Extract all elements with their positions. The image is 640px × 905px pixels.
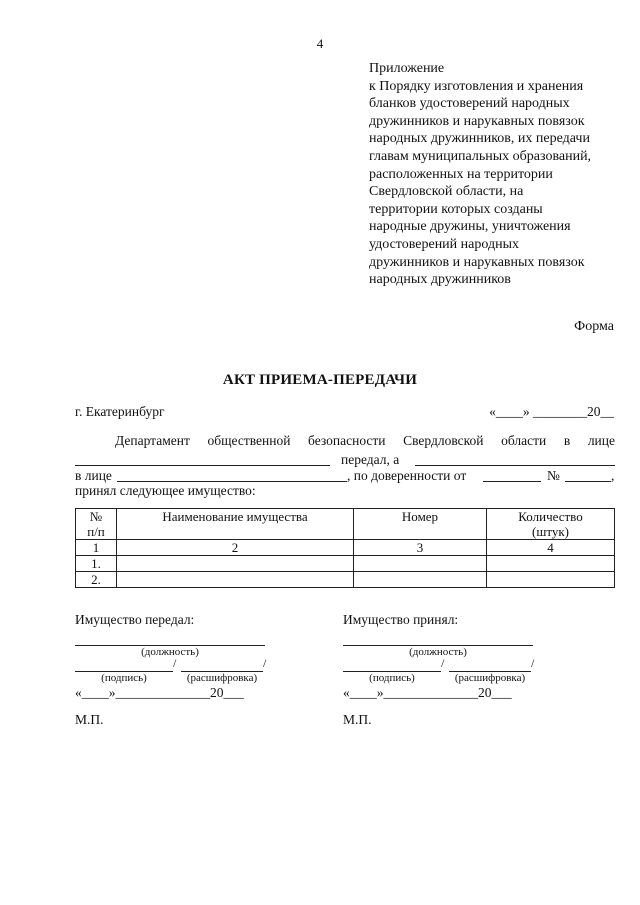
table-cell: 4 [487, 540, 615, 556]
row-num: 1. [76, 556, 117, 572]
row-number-cell[interactable] [354, 572, 487, 588]
table-cell: 1 [76, 540, 117, 556]
appendix-line: дружинников и нарукавных повязок [369, 113, 585, 129]
in-person-label: в лице [75, 468, 112, 483]
appendix-line: народных дружинников, их передачи [369, 131, 590, 147]
form-label: Форма [574, 319, 614, 334]
receiver-date-field[interactable]: «____»______________20___ [343, 685, 512, 700]
body-line-4: принял следующее имущество: [75, 483, 256, 498]
proxy-label: , по доверенности от [347, 468, 467, 483]
table-cell: 3 [354, 540, 487, 556]
appendix-line: народных дружинников [369, 272, 511, 288]
page-number: 4 [316, 36, 324, 51]
city-label: г. Екатеринбург [75, 404, 165, 419]
transferor-decoding-caption: (расшифровка) [186, 672, 258, 684]
transferor-date-field[interactable]: «____»______________20___ [75, 685, 244, 700]
appendix-line: к Порядку изготовления и хранения [369, 78, 584, 94]
receiver-position-caption: (должность) [409, 646, 467, 658]
row-name-cell[interactable] [117, 556, 354, 572]
document-title: АКТ ПРИЕМА-ПЕРЕДАЧИ [222, 372, 418, 388]
header-name: Наименование имущества [117, 509, 354, 540]
appendix-line: Приложение [369, 61, 445, 76]
receiver-org-field[interactable] [415, 453, 615, 466]
appendix-reference [369, 60, 631, 289]
proxy-number-field[interactable] [565, 469, 611, 482]
receiver-stamp: М.П. [343, 712, 372, 727]
transferor-stamp: М.П. [75, 712, 104, 727]
appendix-line: удостоверений народных [369, 236, 519, 252]
appendix-line: народные дружины, уничтожения [369, 219, 571, 235]
body-line-3: в лице , по доверенности от № , [75, 468, 615, 483]
appendix-line: дружинников и нарукавных повязок [369, 254, 585, 270]
transferor-name-field[interactable] [75, 453, 330, 466]
body-line-2-text: передал, а [341, 452, 400, 467]
header-number: Номер [354, 509, 487, 540]
appendix-line: расположенных на территории [369, 166, 553, 182]
header-quantity: Количество (штук) [487, 509, 615, 540]
appendix-line: главам муниципальных образований, [369, 148, 592, 164]
row-number-cell[interactable] [354, 556, 487, 572]
appendix-line: территории которых созданы [369, 201, 543, 217]
act-date-field[interactable]: «____» ________20__ [489, 404, 614, 419]
row-name-cell[interactable] [117, 572, 354, 588]
table-header-row [76, 509, 615, 540]
proxy-date-field[interactable] [483, 469, 541, 482]
table-index-row [76, 540, 615, 556]
appendix-line: бланков удостоверений народных [369, 96, 570, 112]
table-row [76, 556, 615, 572]
receiver-heading: Имущество принял: [343, 612, 459, 627]
row-qty-cell[interactable] [487, 572, 615, 588]
table-row [76, 572, 615, 588]
receiver-person-field[interactable] [117, 469, 347, 482]
proxy-number-label: № [547, 468, 560, 483]
header-num: № п/п [76, 509, 117, 540]
receiver-decoding-caption: (расшифровка) [454, 672, 526, 684]
body-line-1-text: Департамент общественной безопасности Свердловской области в лице [115, 433, 615, 448]
transferor-signature-block: Имущество передал: (должность) / / (подпись) (расшифровка) «____»______________20___ [75, 612, 267, 700]
transferor-position-caption: (должность) [141, 646, 199, 658]
appendix-line: Свердловской области, на [369, 184, 524, 200]
row-qty-cell[interactable] [487, 556, 615, 572]
receiver-signature-block: Имущество принял: (должность) / / (подпись) (расшифровка) «____»______________20___ [343, 612, 535, 700]
table-cell: 2 [117, 540, 354, 556]
transferor-heading: Имущество передал: [75, 612, 195, 627]
property-table [75, 508, 615, 588]
transferor-signature-caption: (подпись) [101, 672, 147, 684]
receiver-signature-caption: (подпись) [369, 672, 415, 684]
body-line-1 [75, 433, 615, 450]
row-num: 2. [76, 572, 117, 588]
